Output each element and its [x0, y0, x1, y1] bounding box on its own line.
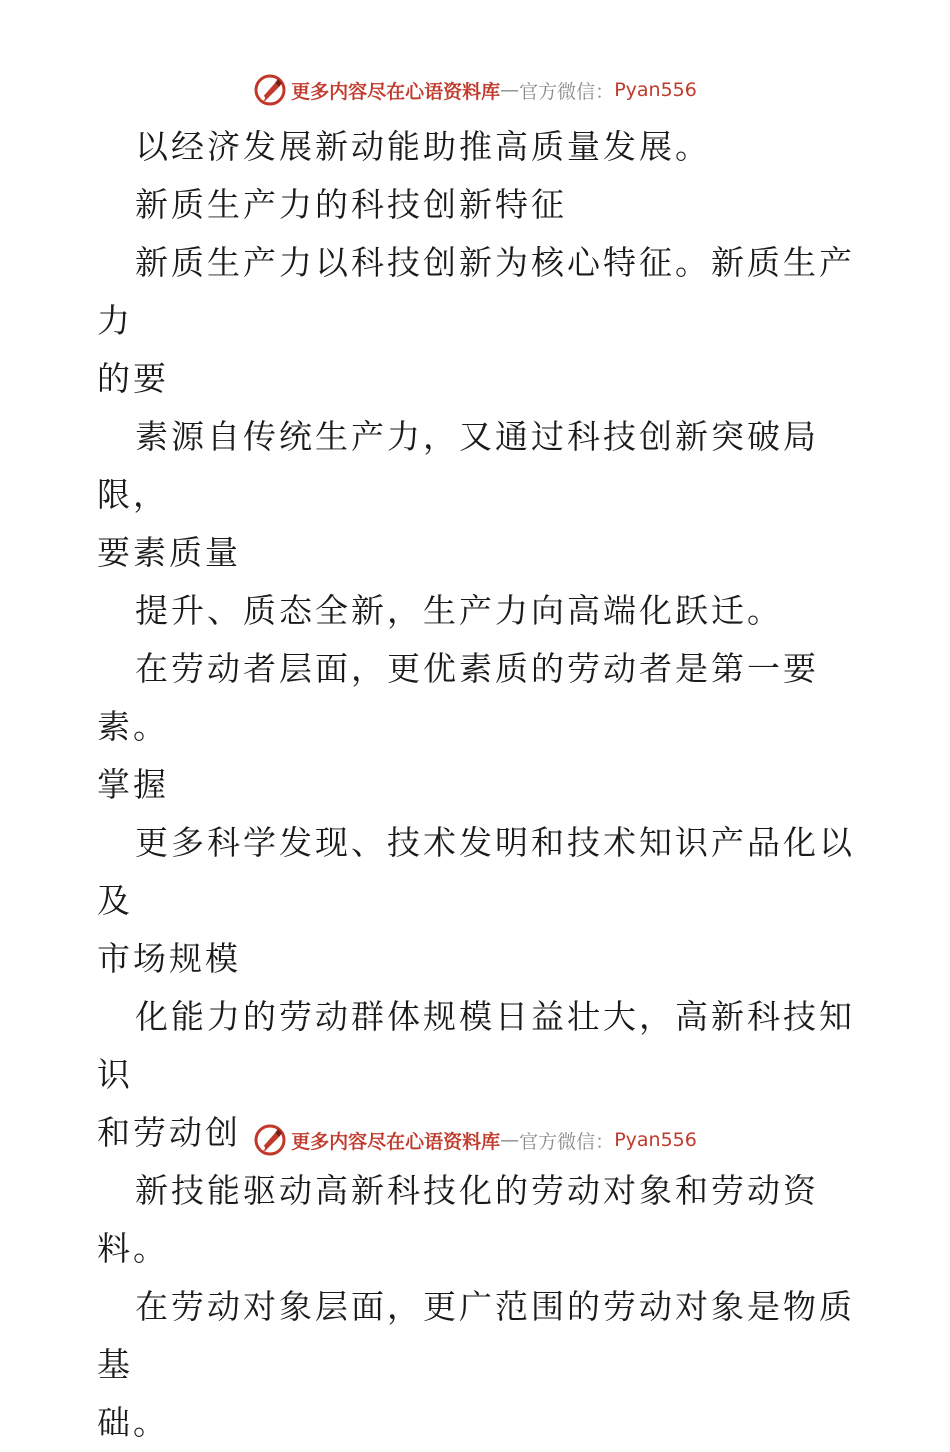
section-heading: 新质生产力的科技创新特征: [135, 185, 567, 224]
pen-logo-icon: [253, 73, 287, 107]
body-line: 和劳动创: [97, 1113, 241, 1152]
body-line: 础。: [97, 1403, 169, 1442]
banner-main-text: 更多内容尽在心语资料库: [291, 80, 501, 103]
banner-contact-label: 官方微信：: [519, 1130, 615, 1153]
body-line: 提升、质态全新，生产力向高端化跃迁。: [135, 591, 783, 630]
body-line: 的要: [97, 359, 169, 398]
body-line: 素源自传统生产力，又通过科技创新突破局限，: [97, 417, 819, 514]
banner-dash: —: [500, 1129, 520, 1151]
banner-contact-handle: Pyan556: [614, 1129, 697, 1151]
header-watermark-banner: [0, 70, 950, 110]
banner-main-text: 更多内容尽在心语资料库: [291, 1130, 501, 1153]
body-line: 新技能驱动高新科技化的劳动对象和劳动资料。: [97, 1171, 819, 1268]
body-line: 在劳动对象层面，更广范围的劳动对象是物质基: [97, 1287, 855, 1384]
body-line: 化能力的劳动群体规模日益壮大，高新科技知识: [97, 997, 855, 1094]
body-line: 新质生产力以科技创新为核心特征。新质生产力: [97, 243, 855, 340]
banner-contact-label: 官方微信：: [519, 80, 615, 103]
body-line: 掌握: [97, 765, 169, 804]
pen-logo-icon: [253, 1123, 287, 1157]
body-line: 要素质量: [97, 533, 241, 572]
banner-dash: —: [500, 79, 520, 101]
body-line: 市场规模: [97, 939, 241, 978]
banner-contact-handle: Pyan556: [614, 79, 697, 101]
body-line: 在劳动者层面，更优素质的劳动者是第一要素。: [97, 649, 819, 746]
body-line: 以经济发展新动能助推高质量发展。: [135, 127, 711, 166]
footer-watermark-banner: [0, 1120, 950, 1160]
document-body: [97, 118, 857, 1452]
body-line: 更多科学发现、技术发明和技术知识产品化以及: [97, 823, 855, 920]
